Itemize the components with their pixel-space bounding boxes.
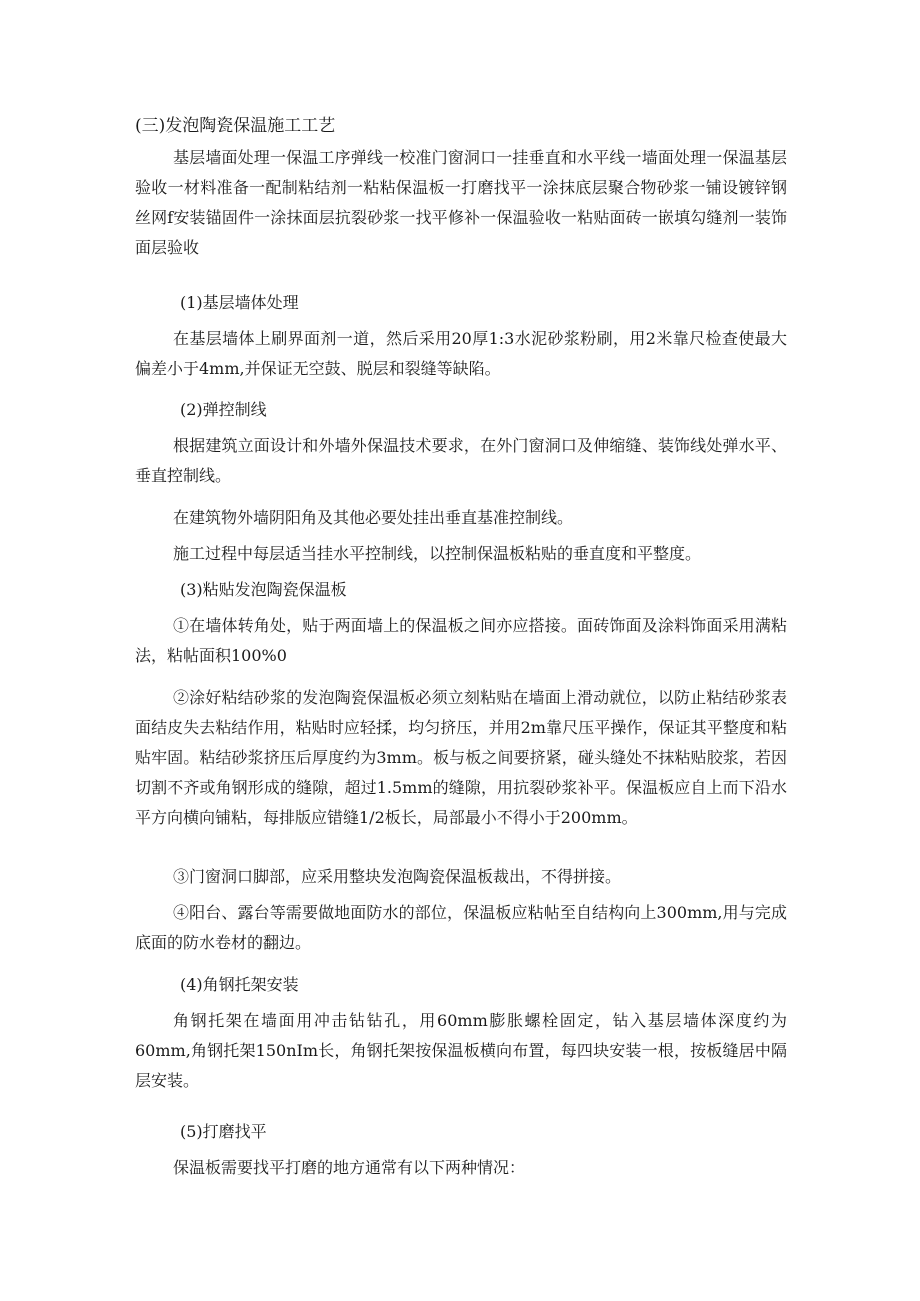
step4-paragraph: 角钢托架在墙面用冲击钻钻孔，用60mm膨胀螺栓固定，钻入基层墙体深度约为60mm,角钢托架150nIm长，角钢托架按保温板横向布置，每四块安装一根，按板缝居中隔层安装。 xyxy=(135,1011,787,1090)
step2-paragraph-3: 施工过程中每层适当挂水平控制线，以控制保温板粘贴的垂直度和平整度。 xyxy=(173,544,702,563)
step2-paragraph-1: 根据建筑立面设计和外墙外保温技术要求，在外门窗洞口及伸缩缝、装饰线处弹水平、垂直控制线。 xyxy=(135,436,787,485)
step2-heading: (2)弹控制线 xyxy=(180,400,267,419)
step3-paragraph-4: ④阳台、露台等需要做地面防水的部位，保温板应粘帖至自结构向上300mm,用与完成底面的防水卷材的翻边。 xyxy=(135,903,787,952)
step5-heading: (5)打磨找平 xyxy=(180,1122,267,1141)
step3-paragraph-1: ①在墙体转角处，贴于两面墙上的保温板之间亦应搭接。面砖饰面及涂料饰面采用满粘法，粘帖面积100%0 xyxy=(135,616,787,665)
step3-paragraph-3: ③门窗洞口脚部，应采用整块发泡陶瓷保温板裁出，不得拼接。 xyxy=(173,867,622,886)
section-title: (三)发泡陶瓷保温施工工艺 xyxy=(135,116,336,136)
step4-heading: (4)角钢托架安装 xyxy=(180,975,299,994)
step1-heading: (1)基层墙体处理 xyxy=(180,293,299,312)
step5-paragraph: 保温板需要找平打磨的地方通常有以下两种情况： xyxy=(173,1158,526,1177)
step2-paragraph-2: 在建筑物外墙阴阳角及其他必要处挂出垂直基准控制线。 xyxy=(173,508,574,527)
step1-paragraph: 在基层墙体上刷界面剂一道，然后采用20厚1:3水泥砂浆粉刷，用2米靠尺检查使最大偏差小于4mm,并保证无空鼓、脱层和裂缝等缺陷。 xyxy=(135,329,787,378)
step3-heading: (3)粘贴发泡陶瓷保温板 xyxy=(180,580,347,599)
intro-paragraph: 基层墙面处理一保温工序弹线一校准门窗洞口一挂垂直和水平线一墙面处理一保温基层验收一材料准备一配制粘结剂一粘粘保温板一打磨找平一涂抹底层聚合物砂浆一铺设镀锌钢丝网f安装锚固件一涂抹面层抗裂砂浆一找平修补一保温验收一粘贴面砖一嵌填勾缝剂一装饰面层验收 xyxy=(135,148,787,257)
step3-paragraph-2: ②涂好粘结砂浆的发泡陶瓷保温板必须立刻粘贴在墙面上滑动就位，以防止粘结砂浆表面结皮失去粘结作用，粘贴时应轻揉，均匀挤压，并用2m靠尺压平操作，保证其平整度和粘贴牢固。粘结砂浆挤压后厚度约为3mm。板与板之间要挤紧，碰头缝处不抹粘贴胶浆，若因切割不齐或角钢形成的缝隙，超过1.5mm的缝隙，用抗裂砂浆补平。保温板应自上而下沿水平方向横向铺粘，每排版应错缝1/2板长，局部最小不得小于200mm。 xyxy=(135,688,787,827)
